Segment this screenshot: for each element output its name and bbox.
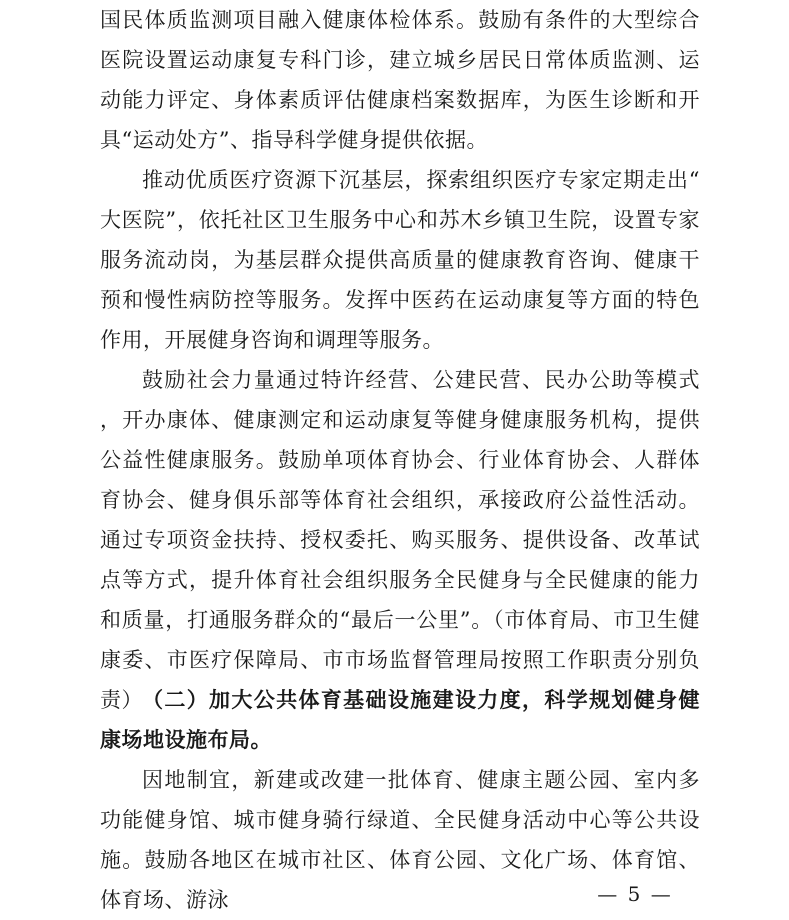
- paragraph-medical-resources: 推动优质医疗资源下沉基层，探索组织医疗专家定期走出“大医院”，依托社区卫生服务中心和苏木乡镇卫生院，设置专家服务流动岗，为基层群众提供高质量的健康教育咨询、健康干预和慢性病防控等服务。发挥中医药在运动康复等方面的特色作用，开展健身咨询和调理等服务。: [100, 168, 700, 352]
- paragraph-public-facilities: 因地制宜，新建或改建一批体育、健康主题公园、室内多功能健身馆、城市健身骑行绿道、全民健身活动中心等公共设施。鼓励各地区在城市社区、体育公园、文化广场、体育馆、体育场、游泳: [100, 768, 700, 912]
- page-number: — 5 —: [597, 882, 673, 906]
- section-heading: （二）加大公共体育基础设施建设力度，科学规划健身健康场地设施布局。: [100, 687, 700, 752]
- paragraph-continuation: 国民体质监测项目融入健康体检体系。鼓励有条件的大型综合医院设置运动康复专科门诊，建立城乡居民日常体质监测、运动能力评定、身体素质评估健康档案数据库，为医生诊断和开具“运动处方”、指导科学健身提供依据。: [100, 8, 700, 152]
- paragraph-social-forces: 鼓励社会力量通过特许经营、公建民营、民办公助等模式，开办康体、健康测定和运动康复等健身健康服务机构，提供公益性健康服务。鼓励单项体育协会、行业体育协会、人群体育协会、健身俱乐部等体育社会组织，承接政府公益性活动。通过专项资金扶持、授权委托、购买服务、提供设备、改革试点等方式，提升体育社会组织服务全民健身与全民健康的能力和质量，打通服务群众的“最后一公里”。（市体育局、市卫生健康委、市医疗保障局、市市场监督管理局按照工作职责分别负责）: [100, 368, 700, 712]
